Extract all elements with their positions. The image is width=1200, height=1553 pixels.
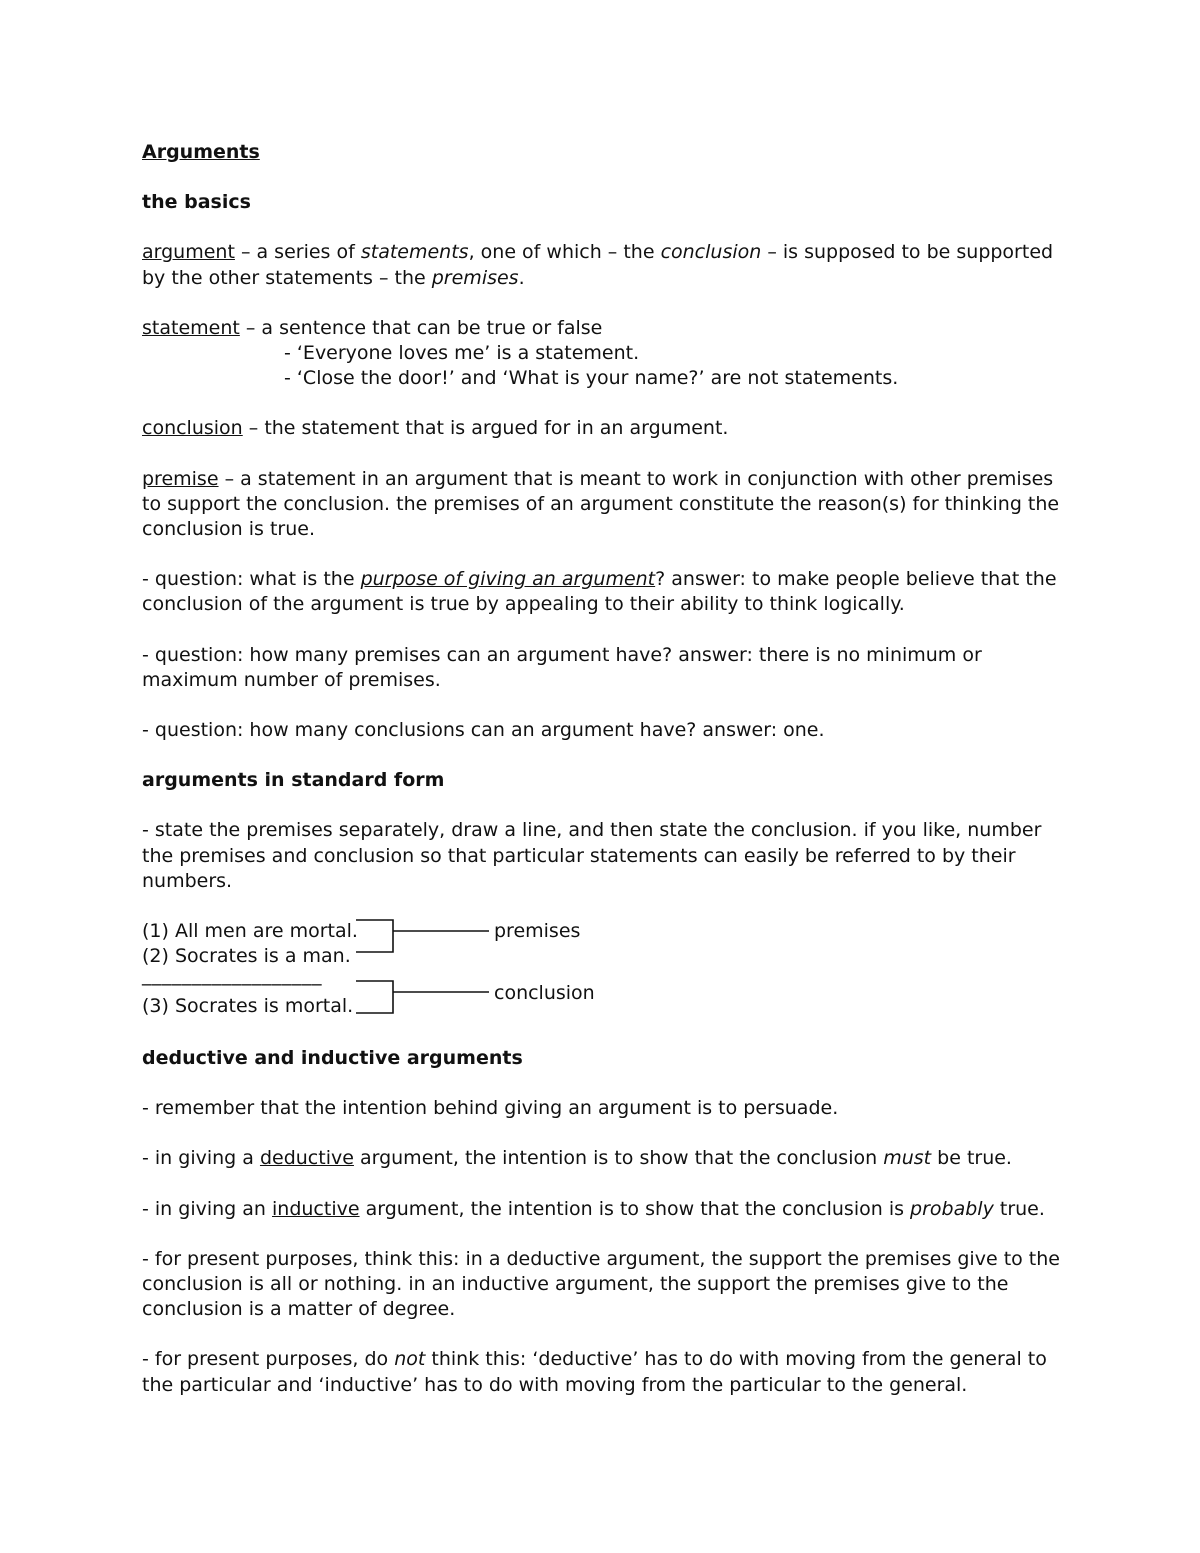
conclusion-bracket [356,981,393,1013]
deductive-point-3: - in giving an inductive argument, the intention is to show that the conclusion is probably true. [142,1197,1045,1220]
definition-conclusion: conclusion – the statement that is argued for in an argument. [142,417,729,440]
term-premise: premise [142,467,219,490]
question-conclusions-count: - question: how many conclusions can an argument have? answer: one. [142,719,825,742]
standard-form-intro: - state the premises separately, draw a line, and then state the conclusion. if you like, number the premises and conclusion so that particular statements can easily be referred to by their numbers. [142,819,1042,892]
term-inductive: inductive [272,1197,360,1220]
definition-statement: statement – a sentence that can be true or false - ‘Everyone loves me’ is a statement. - ‘Close the door!’ and ‘What is your name?’ are not statements. [142,316,1072,392]
definition-premise: premise – a statement in an argument that is meant to work in conjunction with other premises to support the conclusion. the premises of an argument constitute the reason(s) for thinking the conclusion is true. [142,467,1060,541]
deductive-point-1: - remember that the intention behind giving an argument is to persuade. [142,1097,839,1120]
deductive-point-2: - in giving a deductive argument, the intention is to show that the conclusion must be true. [142,1147,1012,1170]
document-body [142,140,1072,1423]
conclusion-line-3: (3) Socrates is mortal. [142,995,354,1018]
label-conclusion: conclusion [494,982,595,1005]
label-premises: premises [494,920,581,943]
term-conclusion: conclusion [142,417,243,440]
term-argument: argument [142,241,235,264]
section-heading-basics: the basics [142,191,251,214]
deductive-point-5: - for present purposes, do not think this: ‘deductive’ has to do with moving from the general to the particular and ‘inductive’ has to do with moving from the particular to the general. [142,1348,1047,1396]
bracket-connectors [142,919,502,1021]
question-premises-count: - question: how many premises can an argument have? answer: there is no minimum or maximum number of premises. [142,643,982,691]
premise-line-2: (2) Socrates is a man. [142,945,351,968]
separator-line: __________________ [142,964,322,987]
document-title: Arguments [142,141,260,163]
section-heading-standard-form: arguments in standard form [142,769,445,792]
statement-example-1: - ‘Everyone loves me’ is a statement. [284,342,640,365]
standard-form-diagram [142,919,1072,1021]
premises-bracket [356,920,393,952]
term-deductive: deductive [259,1147,354,1170]
definition-argument: argument – a series of statements, one of which – the conclusion – is supposed to be supported by the other statements – the premises. [142,241,1054,289]
premise-line-1: (1) All men are mortal. [142,920,358,943]
term-statement: statement [142,316,240,339]
deductive-point-4: - for present purposes, think this: in a deductive argument, the support the premises give to the conclusion is all or nothing. in an inductive argument, the support the premises give to the conclusion is a matter of degree. [142,1247,1060,1321]
section-heading-deductive: deductive and inductive arguments [142,1047,523,1070]
statement-example-2: - ‘Close the door!’ and ‘What is your name?’ are not statements. [284,367,899,390]
question-purpose: - question: what is the purpose of giving an argument? answer: to make people believe that the conclusion of the argument is true by appealing to their ability to think logically. [142,568,1057,616]
